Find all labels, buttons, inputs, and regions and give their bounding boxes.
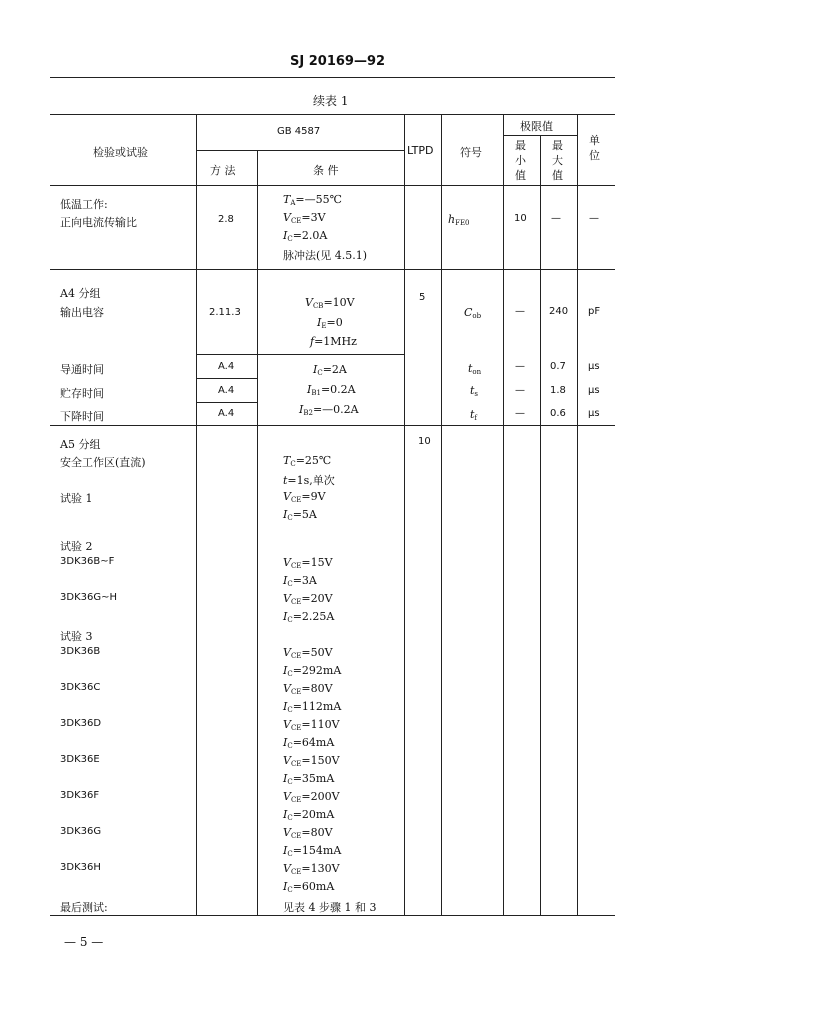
item-test-3: 试验 3 (60, 630, 93, 643)
header-min-2: 小 (515, 154, 526, 167)
cond-test1-vce (283, 490, 326, 504)
model-3dk36h: 3DK36H (60, 862, 101, 873)
cond-tc-subscript: C (290, 460, 296, 468)
cond-3dk36e-vce (283, 754, 340, 768)
cond-test1-vce-value: =9V (301, 490, 326, 503)
cond-3dk36c-vce-value: =80V (301, 682, 333, 695)
cond-test1-ic-symbol: I (283, 508, 288, 521)
row-rule-switch-2 (196, 402, 257, 403)
symbol-cob (464, 306, 481, 320)
symbol-ton-subscript: on (472, 368, 482, 376)
cond-3dk36h-vce-value: =130V (301, 862, 340, 875)
model-3dk36e: 3DK36E (60, 754, 100, 765)
document-code: SJ 20169—92 (290, 54, 386, 69)
cond-3dk36f-vce-subscript: CE (290, 796, 302, 804)
cond-3dk36e-ic-subscript: C (287, 778, 293, 786)
col-rule-3 (404, 114, 405, 915)
cond-ta-value: =—55℃ (295, 193, 342, 206)
row-rule-capacitance (196, 354, 404, 355)
cond-test2a-vce-symbol: V (283, 556, 291, 569)
cond-3dk36d-vce (283, 718, 340, 732)
cond-3dk36b-ic-symbol: I (283, 664, 288, 677)
cond-test2b-ic-subscript: C (287, 616, 293, 624)
cond-ta-subscript: A (290, 199, 296, 207)
cond-3dk36e-ic-symbol: I (283, 772, 288, 785)
cond-3dk36g-vce-value: =80V (301, 826, 333, 839)
symbol-hfe-subscript: FE0 (455, 219, 470, 227)
cond-3dk36b-vce-subscript: CE (290, 652, 302, 660)
header-ltpd: LTPD (407, 144, 434, 157)
max-a4: 240 (549, 306, 569, 317)
unit-a4: pF (588, 306, 601, 317)
cond-vce-symbol: V (283, 211, 291, 224)
item-a5-group: A5 分组 (60, 438, 101, 451)
method-low-temp: 2.8 (218, 214, 234, 225)
cond-3dk36e-ic-value: =35mA (292, 772, 335, 785)
max-storage: 1.8 (550, 385, 566, 396)
model-3dk36d: 3DK36D (60, 718, 102, 729)
unit-low-temp: — (589, 213, 599, 224)
cond-3dk36c-ic-symbol: I (283, 700, 288, 713)
min-low-temp: 10 (514, 213, 527, 224)
cond-test2a-ic (283, 574, 317, 588)
header-max-2: 大 (552, 154, 563, 167)
header-method: 方 法 (210, 164, 236, 177)
row-rule-low-temp (50, 269, 615, 270)
cond-3dk36d-vce-subscript: CE (290, 724, 302, 732)
cond-test2b-vce-value: =20V (301, 592, 333, 605)
cond-3dk36f-vce (283, 790, 340, 804)
cond-vcb-subscript: CB (312, 302, 324, 310)
cond-test1-ic-subscript: C (287, 514, 293, 522)
ltpd-a5: 10 (418, 436, 431, 447)
col-rule-1 (196, 114, 197, 915)
cond-vcb-value: =10V (323, 296, 355, 309)
cond-vce (283, 211, 326, 225)
cond-ib2-value: =—0.2A (312, 403, 359, 416)
table-top-rule (50, 114, 615, 115)
cond-3dk36h-ic (283, 880, 334, 894)
symbol-ts-subscript: s (474, 390, 479, 398)
cond-3dk36b-vce-symbol: V (283, 646, 291, 659)
cond-3dk36d-vce-symbol: V (283, 718, 291, 731)
cond-ib1-symbol: I (307, 383, 312, 396)
min-a4: — (515, 306, 525, 317)
cond-ib1-value: =0.2A (320, 383, 356, 396)
cond-test2a-vce-value: =15V (301, 556, 333, 569)
cond-3dk36c-ic-value: =112mA (292, 700, 342, 713)
symbol-ton-main: t (468, 362, 473, 375)
item-fall-time: 下降时间 (60, 410, 104, 423)
cond-frequency (310, 335, 357, 348)
method-fall: A.4 (218, 408, 235, 419)
model-3dk36g-h: 3DK36G~H (60, 592, 117, 603)
gb-header-rule (196, 150, 404, 151)
cond-duration-symbol: t (283, 474, 288, 487)
header-rule (50, 77, 615, 78)
header-max (552, 138, 563, 183)
cond-ta (283, 193, 342, 207)
model-3dk36f: 3DK36F (60, 790, 100, 801)
cond-3dk36f-ic-symbol: I (283, 808, 288, 821)
cond-vce-subscript: CE (290, 217, 302, 225)
cond-test2b-vce (283, 592, 333, 606)
col-rule-6 (540, 135, 541, 915)
cond-3dk36f-ic-subscript: C (287, 814, 293, 822)
col-rule-5 (503, 114, 504, 915)
cond-final-test: 见表 4 步骤 1 和 3 (283, 901, 377, 914)
item-test-2: 试验 2 (60, 540, 93, 553)
symbol-hfe (448, 213, 470, 227)
header-min (515, 138, 526, 183)
cond-duration-value: =1s,单次 (287, 474, 335, 487)
cond-3dk36f-ic-value: =20mA (292, 808, 335, 821)
item-test-1: 试验 1 (60, 492, 93, 505)
cond-3dk36e-vce-symbol: V (283, 754, 291, 767)
header-unit (589, 133, 600, 163)
cond-test1-ic-value: =5A (292, 508, 317, 521)
cond-test2b-vce-subscript: CE (290, 598, 302, 606)
max-fall: 0.6 (550, 408, 566, 419)
header-max-1: 最 (552, 139, 563, 152)
item-turn-on-time: 导通时间 (60, 363, 104, 376)
cond-test2b-ic-value: =2.25A (292, 610, 335, 623)
col-rule-4 (441, 114, 442, 915)
cond-ta-symbol: T (283, 193, 291, 206)
cond-3dk36c-vce-symbol: V (283, 682, 291, 695)
cond-test2a-ic-value: =3A (292, 574, 317, 587)
cond-test1-ic (283, 508, 317, 522)
cond-switch-ic-symbol: I (313, 363, 318, 376)
cond-3dk36c-vce (283, 682, 333, 696)
method-storage: A.4 (218, 385, 235, 396)
cond-3dk36h-ic-subscript: C (287, 886, 293, 894)
unit-turn-on: μs (588, 361, 600, 372)
cond-tc (283, 454, 331, 468)
cond-ie (317, 316, 343, 330)
max-turn-on: 0.7 (550, 361, 566, 372)
symbol-tf-main: t (470, 408, 475, 421)
header-unit-1: 单 (589, 134, 600, 147)
symbol-tf-subscript: f (474, 414, 478, 422)
min-fall: — (515, 408, 525, 419)
cond-3dk36f-vce-value: =200V (301, 790, 340, 803)
symbol-cob-main: C (464, 306, 473, 319)
cond-test2a-ic-symbol: I (283, 574, 288, 587)
cond-3dk36b-ic-value: =292mA (292, 664, 342, 677)
cond-frequency-value: =1MHz (314, 335, 357, 348)
cond-3dk36d-ic-symbol: I (283, 736, 288, 749)
cond-test2b-ic (283, 610, 334, 624)
cond-test2a-ic-subscript: C (287, 580, 293, 588)
cond-tc-symbol: T (283, 454, 291, 467)
cond-test2a-vce (283, 556, 333, 570)
cond-3dk36h-vce-symbol: V (283, 862, 291, 875)
cond-ib1 (307, 383, 356, 397)
cond-tc-value: =25℃ (295, 454, 332, 467)
header-symbol: 符号 (460, 146, 482, 159)
header-conditions: 条 件 (313, 164, 339, 177)
cond-ib1-subscript: B1 (311, 389, 321, 397)
cond-test1-vce-symbol: V (283, 490, 291, 503)
model-3dk36c: 3DK36C (60, 682, 101, 693)
unit-storage: μs (588, 385, 600, 396)
table-bottom-rule (50, 915, 615, 916)
table-caption: 续表 1 (313, 94, 349, 108)
header-min-1: 最 (515, 139, 526, 152)
cond-3dk36c-ic-subscript: C (287, 706, 293, 714)
cond-3dk36g-ic (283, 844, 341, 858)
cond-test2b-vce-symbol: V (283, 592, 291, 605)
cond-3dk36b-vce (283, 646, 333, 660)
cond-ic (283, 229, 327, 243)
item-safe-operating-area: 安全工作区(直流) (60, 456, 146, 469)
method-turn-on: A.4 (218, 361, 235, 372)
cond-3dk36g-ic-symbol: I (283, 844, 288, 857)
cond-3dk36g-vce-subscript: CE (290, 832, 302, 840)
cond-3dk36b-ic-subscript: C (287, 670, 293, 678)
header-limits: 极限值 (520, 120, 553, 133)
header-bottom-rule (50, 185, 615, 186)
cond-3dk36g-vce (283, 826, 333, 840)
min-storage: — (515, 385, 525, 396)
cond-3dk36d-ic (283, 736, 334, 750)
item-a4-group: A4 分组 (60, 287, 101, 300)
cond-pulse: 脉冲法(见 4.5.1) (283, 249, 368, 262)
row-rule-switch-1 (196, 378, 257, 379)
item-output-capacitance: 输出电容 (60, 306, 104, 319)
cond-3dk36h-vce-subscript: CE (290, 868, 302, 876)
cond-switch-ic-value: =2A (322, 363, 347, 376)
item-low-temp: 低温工作: (60, 198, 108, 211)
cond-3dk36g-ic-value: =154mA (292, 844, 342, 857)
cond-ic-symbol: I (283, 229, 288, 242)
header-unit-2: 位 (589, 149, 600, 162)
cond-3dk36d-ic-value: =64mA (292, 736, 335, 749)
cond-3dk36c-vce-subscript: CE (290, 688, 302, 696)
cond-3dk36d-ic-subscript: C (287, 742, 293, 750)
cond-frequency-symbol: f (310, 335, 315, 348)
cond-3dk36f-vce-symbol: V (283, 790, 291, 803)
cond-ie-symbol: I (317, 316, 322, 329)
cond-3dk36d-vce-value: =110V (301, 718, 340, 731)
col-rule-2 (257, 150, 258, 915)
symbol-ts (470, 384, 478, 398)
item-storage-time: 贮存时间 (60, 387, 104, 400)
symbol-hfe-main: h (448, 213, 456, 226)
cond-3dk36e-vce-value: =150V (301, 754, 340, 767)
row-rule-a4 (50, 425, 615, 426)
cond-3dk36c-ic (283, 700, 341, 714)
cond-ie-value: =0 (326, 316, 343, 329)
header-min-3: 值 (515, 169, 526, 182)
cond-test2a-vce-subscript: CE (290, 562, 302, 570)
method-a4: 2.11.3 (209, 307, 241, 318)
cond-switch-ic-subscript: C (317, 369, 323, 377)
item-final-test: 最后测试: (60, 901, 108, 914)
cond-test2b-ic-symbol: I (283, 610, 288, 623)
page-number: — 5 — (64, 935, 104, 949)
cond-3dk36h-vce (283, 862, 340, 876)
cond-3dk36f-ic (283, 808, 334, 822)
unit-fall: μs (588, 408, 600, 419)
cond-vcb-symbol: V (305, 296, 313, 309)
cond-vce-value: =3V (301, 211, 326, 224)
cond-ic-subscript: C (287, 235, 293, 243)
symbol-ton (468, 362, 481, 376)
cond-3dk36h-ic-symbol: I (283, 880, 288, 893)
max-low-temp: — (551, 213, 561, 224)
model-3dk36b-f: 3DK36B~F (60, 556, 115, 567)
cond-3dk36b-ic (283, 664, 341, 678)
model-3dk36g: 3DK36G (60, 826, 102, 837)
item-current-transfer-ratio: 正向电流传输比 (60, 216, 137, 229)
cond-ib2-symbol: I (299, 403, 304, 416)
min-turn-on: — (515, 361, 525, 372)
cond-3dk36g-ic-subscript: C (287, 850, 293, 858)
cond-3dk36h-ic-value: =60mA (292, 880, 335, 893)
col-rule-7 (577, 114, 578, 915)
cond-vcb (305, 296, 355, 310)
cond-3dk36g-vce-symbol: V (283, 826, 291, 839)
cond-test1-vce-subscript: CE (290, 496, 302, 504)
cond-switch-ic (313, 363, 347, 377)
header-standard: GB 4587 (277, 126, 321, 137)
header-max-3: 值 (552, 169, 563, 182)
ltpd-a4: 5 (419, 292, 426, 303)
model-3dk36b: 3DK36B (60, 646, 101, 657)
cond-duration (283, 472, 335, 488)
symbol-cob-subscript: ob (472, 312, 482, 320)
cond-3dk36b-vce-value: =50V (301, 646, 333, 659)
cond-3dk36e-ic (283, 772, 334, 786)
symbol-tf (470, 408, 477, 422)
cond-ie-subscript: E (321, 322, 327, 330)
symbol-ts-main: t (470, 384, 475, 397)
cond-ic-value: =2.0A (292, 229, 328, 242)
header-test: 检验或试验 (93, 146, 148, 159)
cond-ib2 (299, 403, 359, 417)
cond-ib2-subscript: B2 (303, 409, 313, 417)
cond-3dk36e-vce-subscript: CE (290, 760, 302, 768)
